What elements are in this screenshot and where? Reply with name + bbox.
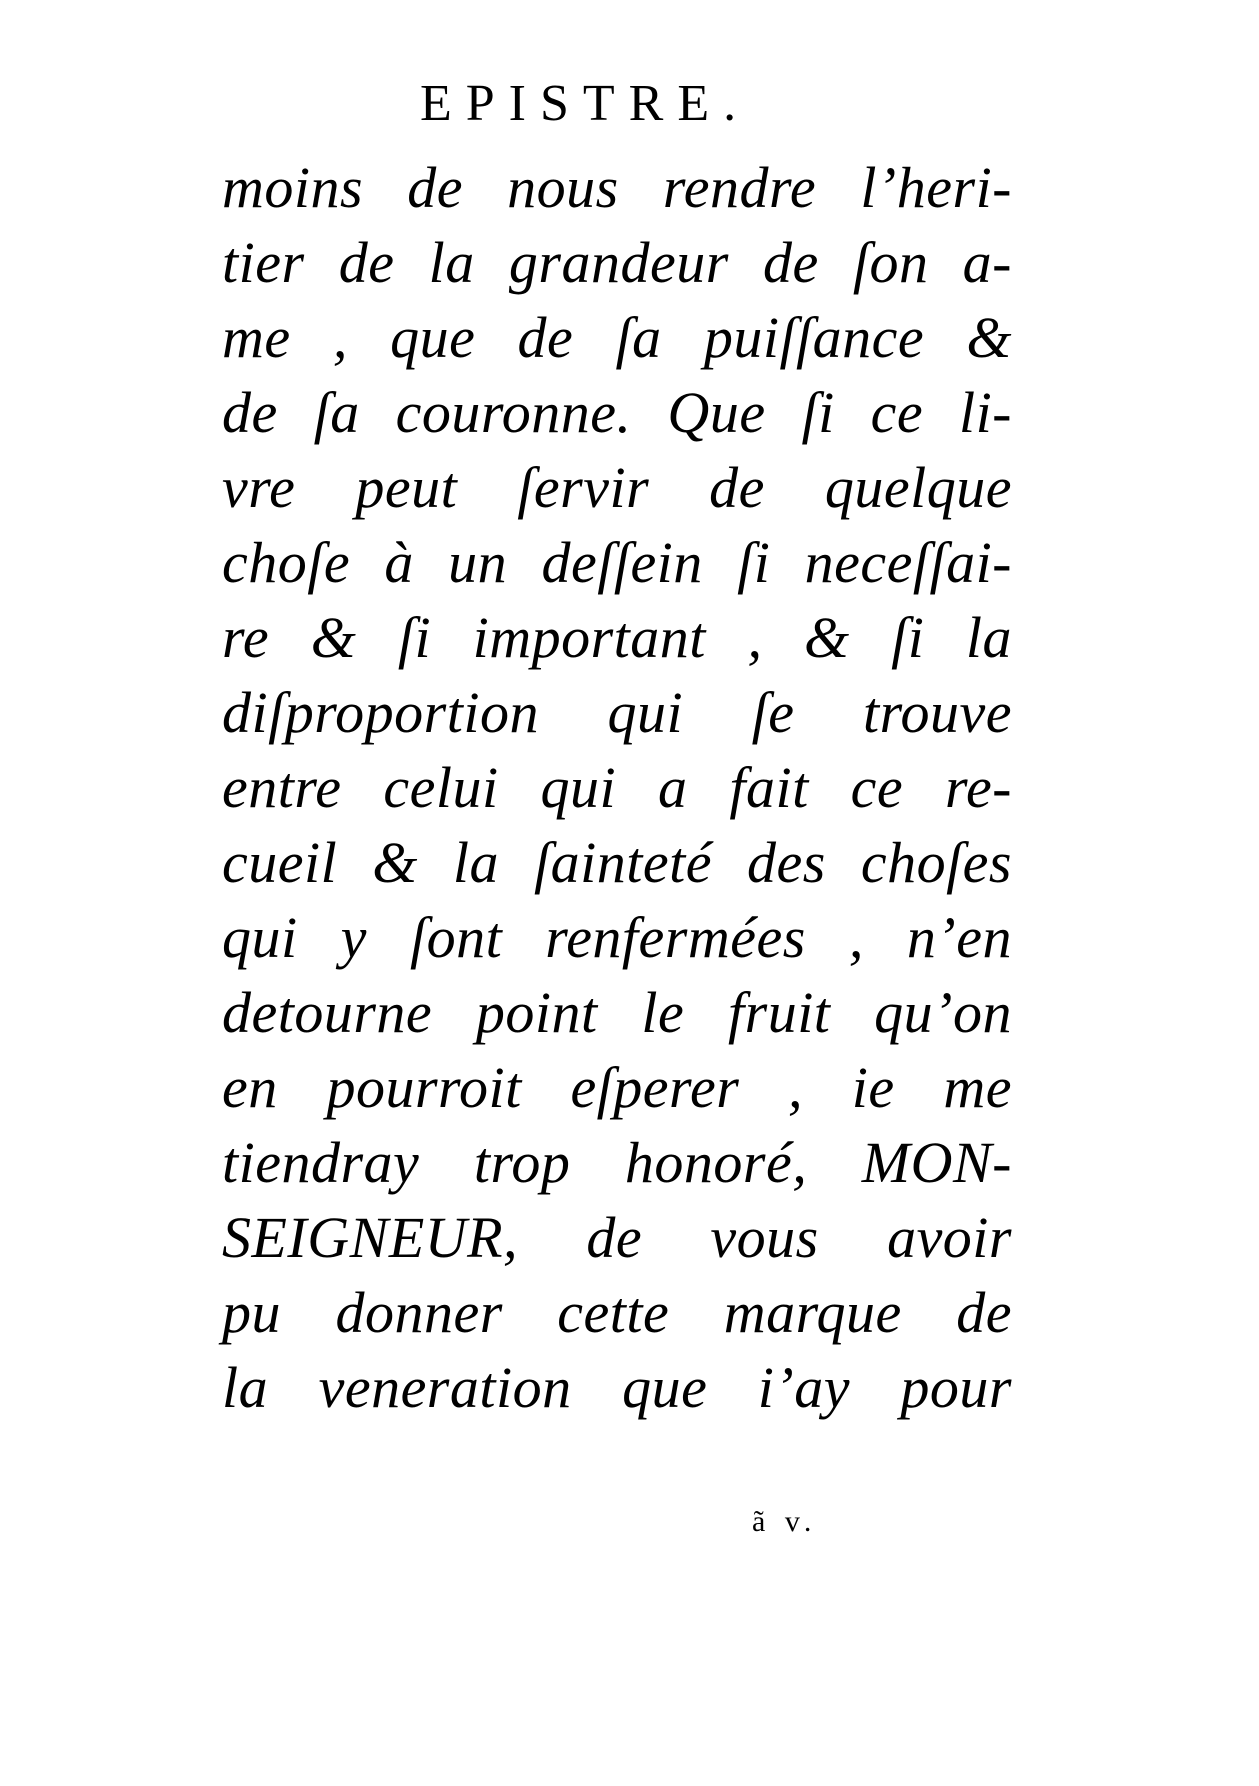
text-line: moins de nous rendre l’heri- (222, 155, 1012, 220)
text-line: tier de la grandeur de ſon a- (222, 230, 1012, 295)
text-line: diſproportion qui ſe trouve (222, 680, 1012, 745)
text-line: choſe à un deſſein ſi neceſſai- (222, 530, 1012, 595)
text-line: de ſa couronne. Que ſi ce li- (222, 380, 1012, 445)
text-line: SEIGNEUR, de vous avoir (222, 1205, 1012, 1270)
text-line: cueil & la ſainteté des choſes (222, 830, 1012, 895)
epistle-text (222, 150, 1012, 1425)
text-line: me , que de ſa puiſſance & (222, 305, 1012, 370)
text-line: detourne point le fruit qu’on (222, 980, 1012, 1045)
text-line: tiendray trop honoré, MON- (222, 1130, 1012, 1195)
signature-mark: ã v. (752, 1505, 818, 1538)
text-line: en pourroit eſperer , ie me (222, 1055, 1012, 1120)
text-line: qui y ſont renfermées , n’en (222, 905, 1012, 970)
text-line: vre peut ſervir de quelque (222, 455, 1012, 520)
text-line: re & ſi important , & ſi la (222, 605, 1012, 670)
text-line: la veneration que i’ay pour (222, 1355, 1012, 1420)
text-line: entre celui qui a fait ce re- (222, 755, 1012, 820)
text-line: pu donner cette marque de (222, 1280, 1012, 1345)
running-head: EPISTRE. (420, 75, 751, 132)
